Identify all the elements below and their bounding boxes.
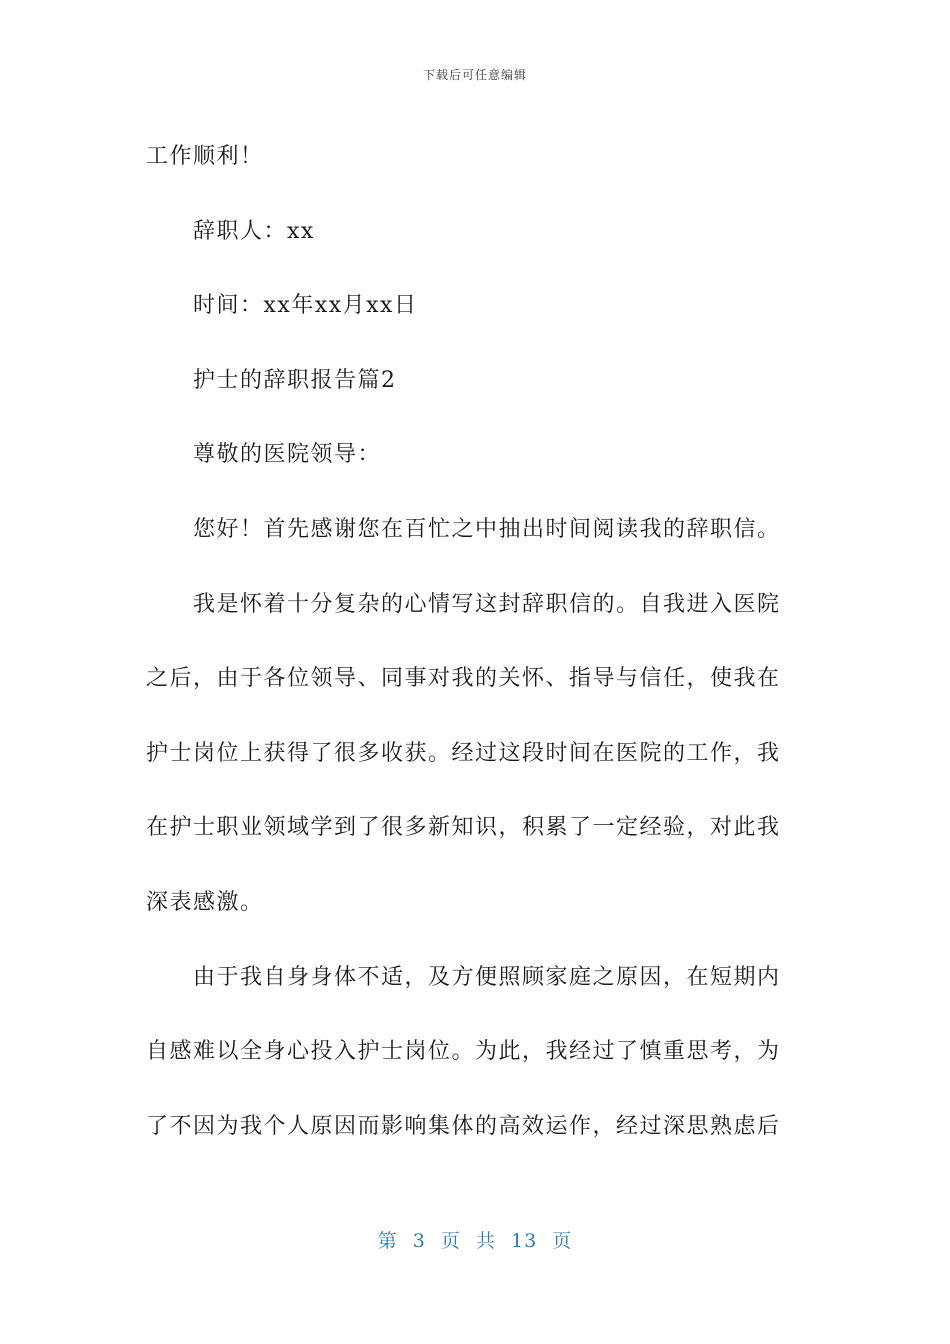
salutation: 尊敬的医院领导： [193, 442, 382, 468]
closing-line: 工作顺利！ [146, 144, 264, 169]
footer-page-word: 页 [440, 1230, 461, 1252]
paragraph-line: 您好！首先感谢您在百忙之中抽出时间阅读我的辞职信。 [193, 516, 781, 542]
document-body [146, 120, 806, 1164]
total-page-count: 13 [511, 1230, 538, 1252]
date-line: 时间：xx年xx月xx日 [193, 293, 418, 319]
paragraph-line: 之后，由于各位领导、同事对我的关怀、指导与信任，使我在 [146, 666, 781, 692]
paragraph-line: 护士岗位上获得了很多收获。经过这段时间在医院的工作，我 [146, 740, 781, 766]
paragraph-line: 自感难以全身心投入护士岗位。为此，我经过了慎重思考，为 [146, 1039, 781, 1065]
footer-total-word: 共 [475, 1230, 496, 1252]
paragraph-line: 我是怀着十分复杂的心情写这封辞职信的。自我进入医院 [193, 591, 781, 617]
signature-line: 辞职人：xx [193, 218, 315, 244]
current-page-number: 3 [412, 1230, 426, 1252]
paragraph-line: 在护士职业领域学到了很多新知识，积累了一定经验，对此我 [146, 815, 781, 841]
paragraph-line: 了不因为我个人原因而影响集体的高效运作，经过深思熟虑后 [146, 1113, 781, 1139]
paragraph-line: 深表感激。 [146, 889, 264, 915]
footer-suffix: 页 [552, 1230, 573, 1252]
page-number-footer [0, 1226, 950, 1253]
section-heading: 护士的辞职报告篇2 [193, 367, 397, 393]
page-header: 下载后可任意编辑 [422, 68, 527, 82]
footer-prefix: 第 [377, 1230, 398, 1252]
paragraph-line: 由于我自身身体不适，及方便照顾家庭之原因，在短期内 [193, 964, 781, 990]
